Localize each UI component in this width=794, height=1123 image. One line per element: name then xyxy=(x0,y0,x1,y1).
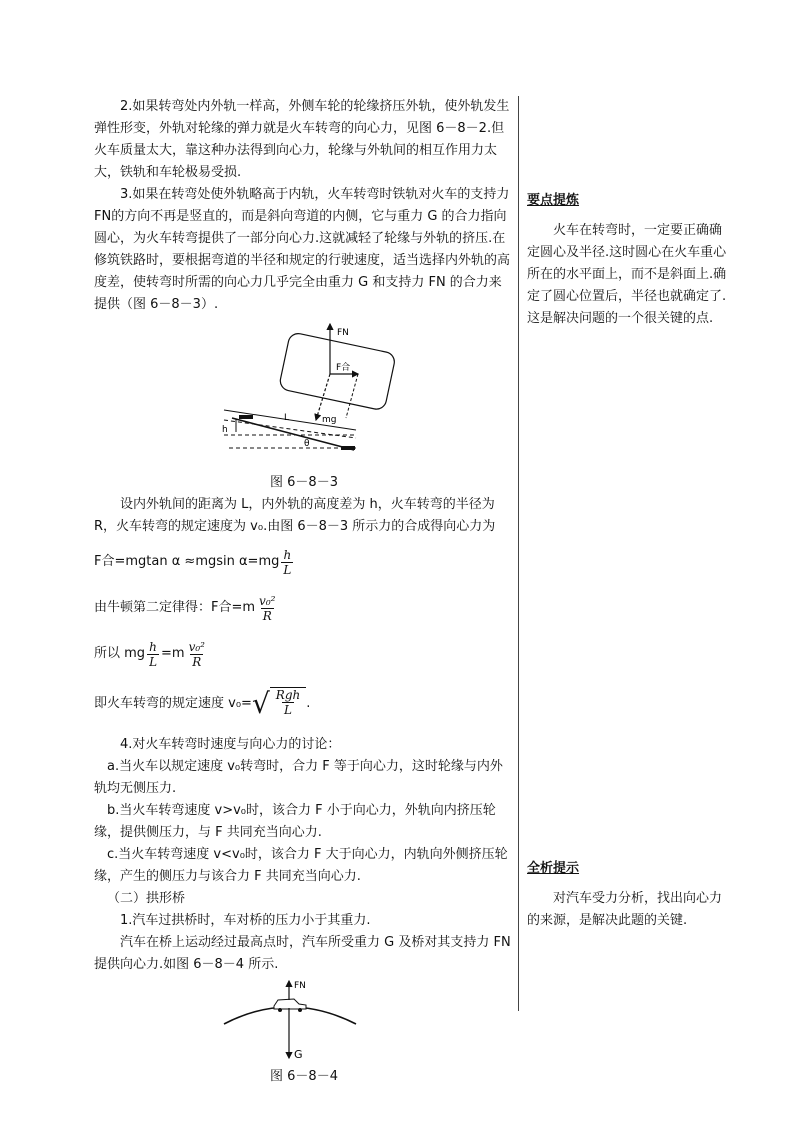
theta-label: θ xyxy=(304,439,310,449)
fn-label: FN xyxy=(294,981,306,991)
equation-3-num-b: v₀² xyxy=(188,639,205,654)
equation-3-den-a: L xyxy=(149,654,158,669)
paragraph-case-a: a.当火车以规定速度 v₀转弯时，合力 F 等于向心力，这时轮缘与内外轨均无侧压力. xyxy=(94,759,503,796)
equation-4 xyxy=(94,680,514,728)
paragraph-outer-rail: 2.如果转弯处内外轨一样高，外侧车轮的轮缘挤压外轨，使外轨发生弹性形变，外轨对轮缘的弹力就是火车转弯的向心力，见图 6－8－2.但火车质量太大，靠这种办法得到向心力，轮缘与外轨间的相互作用力太大，铁轨和车轮极易受损. xyxy=(94,99,510,180)
equation-3-mid: =m xyxy=(161,646,185,661)
sidebar-title-key-points: 要点提炼 xyxy=(527,193,580,208)
section-heading-arch-bridge: （二）拱形桥 xyxy=(107,891,186,906)
equation-4-end: . xyxy=(306,696,311,711)
equation-3-fraction-b xyxy=(187,640,207,669)
equation-2-num: v₀² xyxy=(259,593,276,608)
equation-4-num: Rgh xyxy=(275,688,301,702)
equation-1 xyxy=(94,542,514,582)
equation-4-den: L xyxy=(284,703,292,717)
figure-6-8-3-diagram xyxy=(94,320,514,470)
bridge-arch xyxy=(224,1007,356,1024)
equation-3-fraction-a xyxy=(147,640,159,669)
paragraph-discussion: 4.对火车转弯时速度与向心力的讨论： xyxy=(120,737,341,752)
paragraph-case-b: b.当火车转弯速度 v>v₀时，该合力 F 小于向心力，外轨向内挤压轮缘，提供侧压力，与 F 共同充当向心力. xyxy=(94,803,496,840)
equation-3 xyxy=(94,634,514,674)
g-label: G xyxy=(294,1048,303,1061)
paragraph-case-c: c.当火车转弯速度 v<v₀时，该合力 F 大于向心力，内轨向外侧挤压轮缘，产生的侧压力与该合力 F 共同充当向心力. xyxy=(94,847,508,884)
sidebar-key-points xyxy=(527,190,731,330)
mg-label: mg xyxy=(322,415,337,425)
equation-1-den: L xyxy=(283,562,292,577)
figure-6-8-4 xyxy=(94,978,514,1064)
equation-3-left: 所以 mg xyxy=(94,646,146,661)
equation-2-fraction xyxy=(257,594,277,623)
figure-6-8-3 xyxy=(94,320,514,470)
equation-4-sqrt xyxy=(252,687,306,721)
paragraph-variables: 设内外轨间的距离为 L，内外轨的高度差为 h，火车转弯的半径为 R，火车转弯的规定速度为 v₀.由图 6－8－3 所示力的合成得向心力为 xyxy=(94,497,496,534)
equation-3-den-b: R xyxy=(192,654,202,669)
figure-6-8-4-diagram xyxy=(94,978,514,1064)
column-divider xyxy=(518,96,519,1011)
equation-3-num-a: h xyxy=(149,639,157,654)
inner-rail-block xyxy=(341,446,355,450)
h-label: h xyxy=(222,425,228,435)
figure-6-8-3-caption: 图 6－8－3 xyxy=(270,475,338,490)
figure-6-8-4-caption: 图 6－8－4 xyxy=(270,1069,338,1084)
equation-4-sqrt-body xyxy=(270,687,306,721)
sidebar-text-key-points: 火车在转弯时，一定要正确确定圆心及半径.这时圆心在火车重心所在的水平面上，而不是斜面上.确定了圆心位置后，半径也就确定了.这是解决问题的一个很关键的点. xyxy=(527,223,727,326)
sqrt-icon: √ xyxy=(251,687,270,720)
fn-label: FN xyxy=(337,328,349,338)
outer-rail-block xyxy=(239,415,253,419)
sidebar-analysis-hint xyxy=(527,858,731,932)
equation-2-den: R xyxy=(262,608,272,623)
equation-4-fraction xyxy=(274,688,302,717)
equation-1-num: h xyxy=(283,547,292,562)
equation-2 xyxy=(94,588,514,628)
sidebar-title-analysis: 全析提示 xyxy=(527,861,580,876)
equation-1-fraction xyxy=(281,548,293,577)
equation-1-left: F合=mgtan α ≈mgsin α=mg xyxy=(94,554,280,569)
sidebar-text-analysis: 对汽车受力分析，找出向心力的来源，是解决此题的关键. xyxy=(527,891,723,928)
L-label: L xyxy=(284,413,290,423)
equation-4-left: 即火车转弯的规定速度 v₀= xyxy=(94,696,252,711)
car-icon xyxy=(274,999,306,1012)
paragraph-raised-outer-rail: 3.如果在转弯处使外轨略高于内轨，火车转弯时铁轨对火车的支持力 FN的方向不再是竖直的，而是斜向弯道的内侧，它与重力 G 的合力指向圆心，为火车转弯提供了一部分向心力.这就减轻了轮缘与外轨的挤压.在修筑铁路时，要根据弯道的半径和规定的行驶速度，适当选择内外轨的高度差，使转弯时所需的向心力几乎完全由重力 G 和支持力 FN 的合力来提供（图 6－8－3）. xyxy=(94,187,511,312)
main-column xyxy=(94,96,514,1088)
parallelogram-dash xyxy=(346,374,358,418)
paragraph-arch-bridge-1: 1.汽车过拱桥时，车对桥的压力小于其重力. xyxy=(120,913,371,928)
fhe-label: F合 xyxy=(336,363,351,373)
paragraph-arch-bridge-2: 汽车在桥上运动经过最高点时，汽车所受重力 G 及桥对其支持力 FN提供向心力.如图 6－8－4 所示. xyxy=(94,935,511,972)
equation-2-left: 由牛顿第二定律得：F合=m xyxy=(94,600,256,615)
